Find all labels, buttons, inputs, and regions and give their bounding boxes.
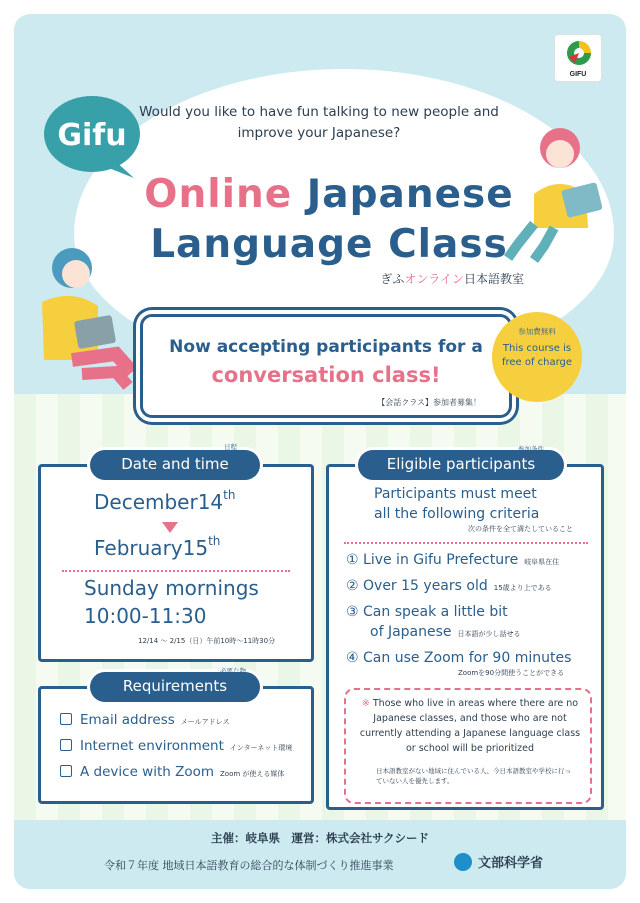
criterion-3-cont: [370, 624, 521, 640]
end-date-sup: th: [208, 534, 221, 548]
free-of-charge-badge: [492, 312, 582, 402]
criterion-3-jp: 日本語が少し話せる: [457, 630, 521, 638]
criterion-1-jp: 岐阜県在住: [524, 558, 560, 566]
subtitle-jp: [344, 270, 524, 287]
eligible-intro-2: all the following criteria: [374, 506, 540, 522]
criterion-3-num: ③: [346, 604, 359, 620]
date-label-jp: 日程: [224, 443, 237, 451]
gifu-speech-bubble: [42, 94, 142, 182]
eligible-label: Eligible participants: [358, 450, 564, 480]
footer: [14, 820, 626, 889]
gifu-logo-icon: [555, 35, 603, 73]
accept-line1: Now accepting participants for a: [169, 337, 483, 357]
priority-note-en: [354, 696, 586, 756]
badge-jp: 参加費無料: [518, 327, 556, 336]
divider: [344, 542, 588, 544]
main-title-line1: [114, 172, 544, 217]
criterion-4: [346, 650, 571, 666]
title-online: Online: [144, 172, 293, 217]
subtitle-a: ぎふ: [380, 272, 405, 286]
end-date: [94, 536, 220, 560]
arrow-down-icon: [162, 522, 178, 533]
note-en-text: Those who live in areas where there are no Japanese classes, and those who are not currently attending a Japanese language class or school will be prioritized: [359, 698, 581, 754]
requirement-internet-text: Internet environment: [80, 738, 224, 754]
main-title-line2: Language Class: [150, 222, 508, 267]
woman-laptop-illustration: [504, 124, 614, 264]
start-date-text: December14: [94, 490, 224, 514]
logo-label: GIFU: [569, 71, 587, 78]
date-label: Date and time: [90, 450, 260, 480]
badge-en: This course is free of charge: [501, 343, 573, 368]
priority-note-jp: 日本語教室がない地域に住んでいる人、今日本語教室や学校に行っていない人を優先します。: [376, 767, 571, 785]
divider: [62, 570, 290, 572]
title-japanese: Japanese: [306, 172, 514, 217]
day-text: Sunday mornings: [84, 576, 259, 600]
man-laptop-illustration: [32, 242, 142, 392]
subtitle-c: 日本語教室: [463, 272, 524, 286]
accepting-participants-banner: [140, 314, 512, 418]
criterion-3-text: Can speak a little bit: [363, 604, 508, 620]
criterion-4-jp: Zoomを90分間使うことができる: [458, 669, 565, 677]
accept-line2: conversation class!: [211, 363, 441, 387]
start-date: [94, 490, 235, 514]
checkbox-icon: [60, 765, 72, 777]
requirement-internet-jp: インターネット環境: [229, 744, 293, 752]
requirement-device: [60, 764, 284, 780]
poster: [14, 14, 626, 889]
requirement-email-text: Email address: [80, 712, 175, 728]
requirement-internet: [60, 738, 292, 754]
intro-text: Would you like to have fun talking to new people and improve your Japanese?: [139, 104, 499, 141]
note-mark: ※: [361, 698, 370, 709]
requirements-label: Requirements: [90, 672, 260, 702]
bubble-text: Gifu: [57, 118, 127, 153]
subtitle-b: オンライン: [404, 272, 464, 286]
ministry-logo: [454, 852, 543, 871]
requirement-email: [60, 712, 229, 728]
criterion-3-text2: of Japanese: [370, 624, 452, 640]
priority-note: [344, 688, 592, 804]
ministry-emblem-icon: [454, 853, 472, 871]
criterion-2-jp: 15歳より上である: [493, 584, 552, 592]
eligible-intro-1: Participants must meet: [374, 486, 537, 502]
time-text: 10:00-11:30: [84, 604, 207, 628]
requirement-device-text: A device with Zoom: [80, 764, 215, 780]
footer-project: 令和７年度 地域日本語教育の総合的な体制づくり推進事業: [104, 859, 394, 872]
criterion-4-text: Can use Zoom for 90 minutes: [363, 650, 572, 666]
requirements-label-jp: 必要な物: [220, 667, 246, 675]
criterion-3: [346, 604, 508, 620]
requirement-device-jp: Zoom が使える媒体: [220, 770, 285, 778]
eligible-intro-jp: 次の条件を全て満たしていること: [468, 525, 573, 533]
criterion-1-num: ①: [346, 552, 359, 568]
criterion-2-num: ②: [346, 578, 359, 594]
criterion-1: [346, 552, 559, 568]
gifu-logo: [554, 34, 602, 82]
eligible-label-jp: 参加条件: [518, 445, 544, 453]
footer-organizers: 主催：岐阜県 運営：株式会社サクシード: [210, 831, 430, 845]
accept-line3: 【会話クラス】参加者募集！: [377, 398, 481, 407]
criterion-4-num: ④: [346, 650, 359, 666]
requirement-email-jp: メールアドレス: [180, 718, 230, 726]
end-date-text: February15: [94, 536, 209, 560]
time-jp: 12/14 ～ 2/15（日）午前10時～11時30分: [138, 637, 276, 645]
criterion-2: [346, 578, 552, 594]
criterion-2-text: Over 15 years old: [363, 578, 488, 594]
checkbox-icon: [60, 739, 72, 751]
criterion-1-text: Live in Gifu Prefecture: [363, 552, 519, 568]
ministry-name: 文部科学省: [478, 856, 544, 871]
checkbox-icon: [60, 713, 72, 725]
start-date-sup: th: [223, 488, 236, 502]
